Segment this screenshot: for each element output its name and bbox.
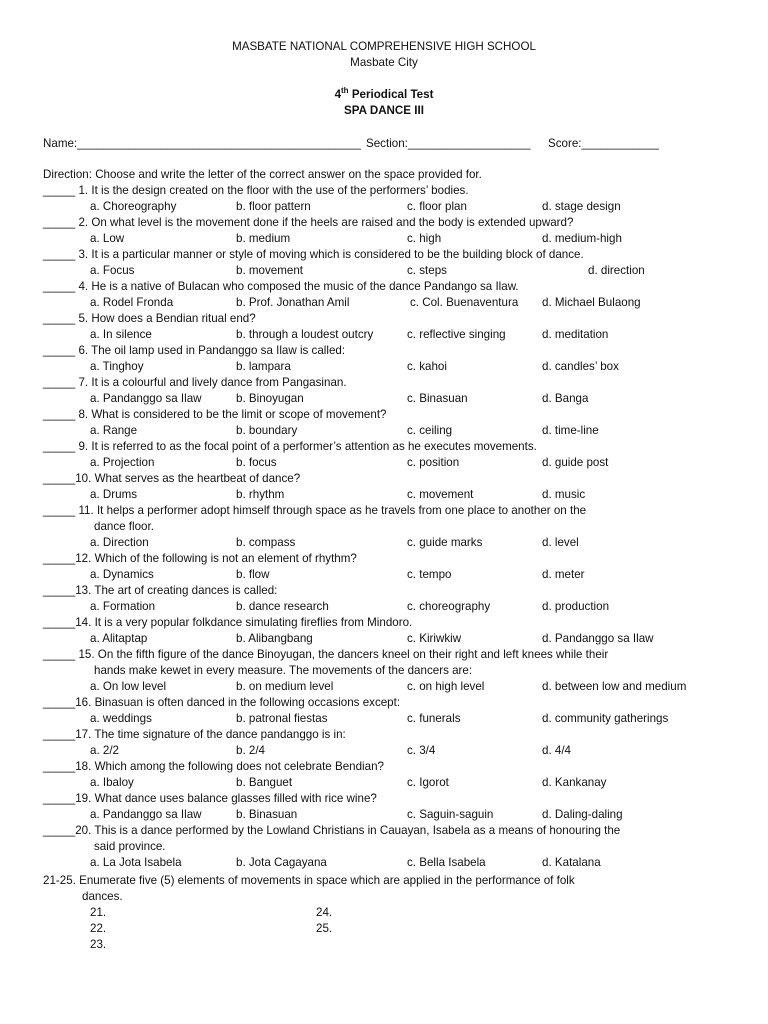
choice-b: b. 2/4 [236, 744, 266, 757]
enum-item-25[interactable]: 25. [316, 922, 333, 935]
choice-d: d. guide post [542, 456, 609, 469]
question-stem: _____ 15. On the fifth figure of the dance Binoyugan, the dancers kneel on their right and left knees while their [43, 648, 609, 661]
enumeration-stem-cont: dances. [82, 890, 123, 903]
choice-b: b. dance research [236, 600, 329, 613]
choice-a: a. weddings [90, 712, 152, 725]
choice-c: c. 3/4 [407, 744, 436, 757]
name-field[interactable]: Name:____________________________________________ [43, 137, 361, 150]
question-stem: _____ 6. The oil lamp used in Pandanggo sa Ilaw is called: [43, 344, 346, 357]
choice-d: d. stage design [542, 200, 621, 213]
choice-a: a. Choreography [90, 200, 177, 213]
choice-c: c. movement [407, 488, 474, 501]
choice-b: b. Jota Cagayana [236, 856, 327, 869]
enumeration-stem: 21-25. Enumerate five (5) elements of movements in space which are applied in the performance of folk [43, 874, 575, 887]
question-stem: _____13. The art of creating dances is called: [43, 584, 278, 597]
choice-b: b. Banguet [236, 776, 293, 789]
question-stem-cont: dance floor. [94, 520, 154, 533]
choice-b: b. focus [236, 456, 277, 469]
question-stem: _____ 11. It helps a performer adopt himself through space as he travels from one place to another on the [43, 504, 587, 517]
choice-a: a. Direction [90, 536, 149, 549]
choice-d: d. Katalana [542, 856, 601, 869]
choice-c: c. reflective singing [407, 328, 506, 341]
choice-c: c. floor plan [407, 200, 467, 213]
section-field[interactable]: Section:___________________ [366, 137, 531, 150]
choice-c: c. Igorot [407, 776, 449, 789]
choice-c: c. kahoi [407, 360, 447, 373]
choice-b: b. patronal fiestas [236, 712, 328, 725]
test-title-text: Periodical Test [351, 88, 434, 101]
choice-c: c. on high level [407, 680, 485, 693]
choice-b: b. lampara [236, 360, 291, 373]
choice-c: c. steps [407, 264, 447, 277]
question-stem: _____16. Binasuan is often danced in the following occasions except: [43, 696, 401, 709]
choice-a: a. La Jota Isabela [90, 856, 182, 869]
choice-a: a. Focus [90, 264, 135, 277]
choice-d: d. level [542, 536, 579, 549]
question-stem: _____19. What dance uses balance glasses filled with rice wine? [43, 792, 377, 805]
choice-d: d. medium-high [542, 232, 622, 245]
choice-d: d. community gatherings [542, 712, 669, 725]
choice-b: b. on medium level [236, 680, 334, 693]
test-number-suffix: th [341, 86, 349, 96]
choice-d: d. Daling-daling [542, 808, 623, 821]
choice-c: c. ceiling [407, 424, 453, 437]
question-stem-cont: hands make kewet in every measure. The movements of the dancers are: [94, 664, 473, 677]
question-stem: _____ 4. He is a native of Bulacan who composed the music of the dance Pandango sa Ilaw. [43, 280, 519, 293]
choice-b: b. rhythm [236, 488, 285, 501]
choice-a: a. Range [90, 424, 138, 437]
school-city: Masbate City [350, 56, 418, 69]
choice-a: a. Pandanggo sa Ilaw [90, 808, 202, 821]
question-stem: _____18. Which among the following does not celebrate Bendian? [43, 760, 384, 773]
choice-c: c. Binasuan [407, 392, 468, 405]
question-stem: _____ 9. It is referred to as the focal point of a performer’s attention as he executes movements. [43, 440, 537, 453]
question-stem: _____17. The time signature of the dance pandanggo is in: [43, 728, 346, 741]
question-stem: _____ 2. On what level is the movement done if the heels are raised and the body is extended upward? [43, 216, 574, 229]
choice-b: b. medium [236, 232, 291, 245]
choice-c: c. funerals [407, 712, 461, 725]
choice-a: a. Dynamics [90, 568, 154, 581]
question-stem: _____12. Which of the following is not an element of rhythm? [43, 552, 357, 565]
question-stem: _____ 7. It is a colourful and lively dance from Pangasinan. [43, 376, 347, 389]
choice-c: c. choreography [407, 600, 491, 613]
question-stem: _____ 8. What is considered to be the limit or scope of movement? [43, 408, 387, 421]
enum-item-21[interactable]: 21. [90, 906, 107, 919]
choice-d: d. between low and medium [542, 680, 687, 693]
choice-a: a. Pandanggo sa Ilaw [90, 392, 202, 405]
choice-d: d. Banga [542, 392, 589, 405]
choice-b: b. flow [236, 568, 270, 581]
choice-d: d. Pandanggo sa Ilaw [542, 632, 654, 645]
choice-b: b. movement [236, 264, 304, 277]
choice-d: d. candles’ box [542, 360, 619, 373]
choice-d: d. Kankanay [542, 776, 607, 789]
choice-d: d. meter [542, 568, 585, 581]
choice-b: b. through a loudest outcry [236, 328, 374, 341]
choice-d: d. production [542, 600, 610, 613]
question-stem: _____20. This is a dance performed by the Lowland Christians in Cauayan, Isabela as a means of honouring the [43, 824, 621, 837]
question-stem: _____14. It is a very popular folkdance simulating fireflies from Mindoro. [43, 616, 413, 629]
question-stem: _____ 1. It is the design created on the floor with the use of the performers’ bodies. [43, 184, 469, 197]
choice-b: b. Prof. Jonathan Amil [236, 296, 350, 309]
school-name: MASBATE NATIONAL COMPREHENSIVE HIGH SCHOOL [232, 40, 536, 53]
test-number: 4 [334, 88, 342, 101]
choice-c: c. high [407, 232, 442, 245]
choice-c: c. Col. Buenaventura [410, 296, 519, 309]
choice-a: a. Low [90, 232, 125, 245]
choice-b: b. Binasuan [236, 808, 298, 821]
score-field[interactable]: Score:____________ [548, 137, 659, 150]
question-stem: _____ 5. How does a Bendian ritual end? [43, 312, 256, 325]
choice-a: a. On low level [90, 680, 167, 693]
choice-b: b. boundary [236, 424, 298, 437]
choice-d: d. meditation [542, 328, 609, 341]
choice-a: a. 2/2 [90, 744, 120, 757]
choice-b: b. floor pattern [236, 200, 311, 213]
choice-b: b. compass [236, 536, 296, 549]
choice-d: d. time-line [542, 424, 599, 437]
choice-a: a. Drums [90, 488, 138, 501]
choice-c: c. tempo [407, 568, 452, 581]
choice-d: d. direction [588, 264, 645, 277]
choice-b: b. Binoyugan [236, 392, 304, 405]
choice-a: a. In silence [90, 328, 152, 341]
choice-a: a. Tinghoy [90, 360, 144, 373]
choice-c: c. guide marks [407, 536, 483, 549]
question-stem: _____10. What serves as the heartbeat of dance? [43, 472, 301, 485]
choice-a: a. Ibaloy [90, 776, 134, 789]
question-stem: _____ 3. It is a particular manner or style of moving which is considered to be the building block of dance. [43, 248, 584, 261]
choice-c: c. Saguin-saguin [407, 808, 494, 821]
enum-item-24[interactable]: 24. [316, 906, 333, 919]
choice-d: d. 4/4 [542, 744, 572, 757]
enum-item-23[interactable]: 23. [90, 938, 107, 951]
choice-c: c. Bella Isabela [407, 856, 486, 869]
enum-item-22[interactable]: 22. [90, 922, 107, 935]
test-title [0, 88, 768, 101]
choice-a: a. Rodel Fronda [90, 296, 174, 309]
question-stem-cont: said province. [94, 840, 166, 853]
subject-title: SPA DANCE III [344, 104, 424, 117]
choice-a: a. Projection [90, 456, 155, 469]
choice-a: a. Alitaptap [90, 632, 148, 645]
choice-c: c. Kiriwkiw [407, 632, 462, 645]
choice-c: c. position [407, 456, 460, 469]
choice-d: d. Michael Bulaong [542, 296, 641, 309]
choice-b: b. Alibangbang [236, 632, 313, 645]
choice-d: d. music [542, 488, 586, 501]
direction-text: Direction: Choose and write the letter of the correct answer on the space provided for. [43, 168, 482, 181]
choice-a: a. Formation [90, 600, 156, 613]
